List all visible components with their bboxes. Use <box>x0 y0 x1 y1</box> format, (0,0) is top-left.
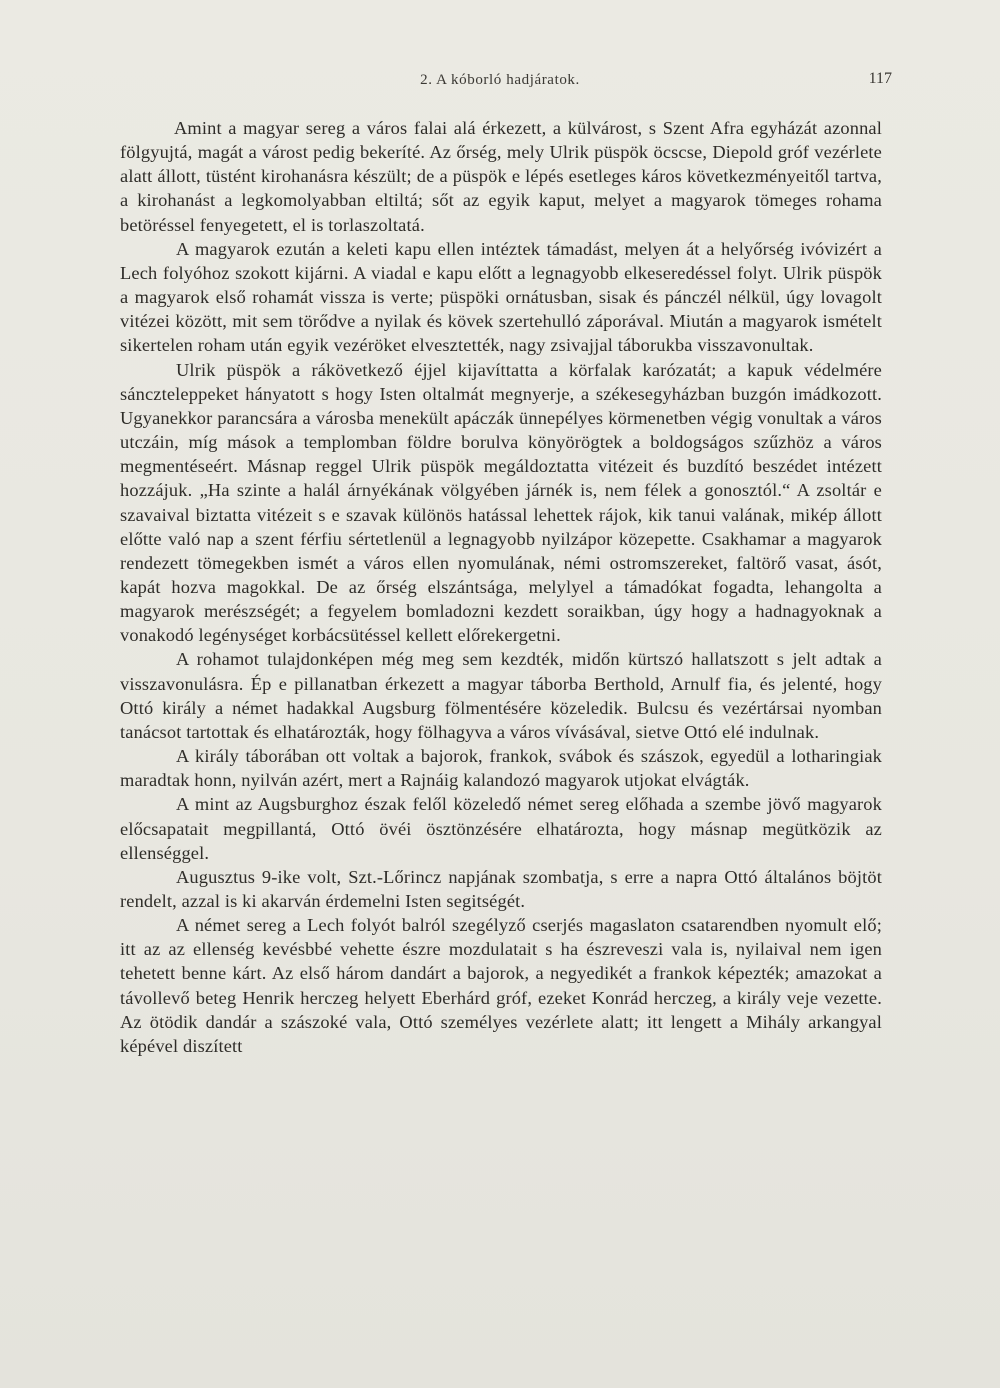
body-text <box>120 116 882 1058</box>
paragraph: Ulrik püspök a rákövetkező éjjel kijavíttatta a körfalak karózatát; a kapuk védelmére sánczteleppeket hányatott s hogy Isten oltalmát megnyerje, a székesegyházban buzgón imádkozott. Ugyanekkor parancsára a városba menekült apáczák ünnepélyes körmenetben végig vonultak a város utczáin, míg mások a templomban földre borulva könyörögtek a boldogságos szűzhöz a város megmentéseért. Másnap reggel Ulrik püspök megáldoztatta vitézeit és buzdító beszédet intézett hozzájuk. „Ha szinte a halál árnyékának völgyében járnék is, nem félek a gonosztól.“ A zsoltár e szavaival biztatta vitézeit s e szavak különös hatással lehettek rájok, kik tanui valának, mikép állott előtte való nap a szent férfiu sértetlenül a legnagyobb nyilzápor közepette. Csakhamar a magyarok rendezett tömegekben ismét a város ellen nyomulának, némi ostromszereket, faltörő vasat, ásót, kapát hozva magokkal. De az őrség elszántsága, melylyel a támadókat fogadta, lehangolta a magyarok merészségét; a fegyelem bomladozni kezdett soraikban, úgy hogy a hadnagyoknak a vonakodó legénységet korbácsütéssel kellett előrekergetni. <box>120 359 882 646</box>
paragraph: A rohamot tulajdonképen még meg sem kezdték, midőn kürtszó hallatszott s jelt adtak a visszavonulásra. Ép e pillanatban érkezett a magyar táborba Berthold, Arnulf fia, és jelenté, hogy Ottó király a német hadakkal Augsburg fölmentésére közeledik. Bulcsu és vezértársai nyomban tanácsot tartottak és elhatározták, hogy fölhagyva a város vívásával, sietve Ottó elé indulnak. <box>120 649 882 742</box>
paragraph: A német sereg a Lech folyót balról szegélyző cserjés magaslaton csatarendben nyomult elő; itt az az ellenség kevésbbé vehette észre mozdulatait s ha észreveszi vala is, nyilaival nem igen tehetett benne kárt. Az első három dandárt a bajorok, a negyedikét a frankok képezték; amazokat a távollevő beteg Henrik herczeg helyett Eberhárd gróf, ezeket Konrád herczeg, a király veje vezette. Az ötödik dandár a szászoké vala, Ottó személyes vezérlete alatt; itt lengett a Mihály arkangyal képével diszített <box>120 915 882 1056</box>
paragraph: A mint az Augsburghoz észak felől közeledő német sereg előhada a szembe jövő magyarok előcsapatait megpillantá, Ottó övéi ösztönzésére elhatározta, hogy másnap megütközik az ellenséggel. <box>120 794 882 863</box>
page-number: 117 <box>868 70 892 87</box>
paragraph: Amint a magyar sereg a város falai alá érkezett, a külvárost, s Szent Afra egyházát azonnal fölgyujtá, magát a várost pedig bekeríté. Az őrség, mely Ulrik püspök öcscse, Diepold gróf vezérlete alatt állott, tüstént kirohanásra készült; de a püspök e lépés esetleges káros következményeitől tartva, a kirohanást a legkomolyabban eltiltá; sőt az egyik kaput, melyet a magyarok tömeges rohama betöréssel fenyegetett, el is torlaszoltatá. <box>120 118 882 235</box>
paragraph: Augusztus 9-ike volt, Szt.-Lőrincz napjának szombatja, s erre a napra Ottó általános böjtöt rendelt, azzal is ki akarván érdemelni Isten segitségét. <box>120 866 882 911</box>
running-head <box>120 70 892 96</box>
paragraph: A magyarok ezután a keleti kapu ellen intéztek támadást, melyen át a helyőrség ivóvizért a Lech folyóhoz szokott kijárni. A viadal e kapu előtt a legnagyobb elkeseredéssel folyt. Ulrik püspök a magyarok első rohamát vissza is verte; püspöki ornátusban, sisak és pánczél nélkül, úgy lovagolt vitézei között, mit sem törődve a nyilak és kövek szertehulló záporával. Miután a magyarok ismételt sikertelen roham után egyik vezéröket elvesztették, nagy zsivajjal táborukba visszavonultak. <box>120 238 882 356</box>
running-title: 2. A kóborló hadjáratok. <box>420 72 580 88</box>
paragraph: A király táborában ott voltak a bajorok, frankok, svábok és szászok, egyedül a lotharingiak maradtak honn, nyilván azért, mert a Rajnáig kalandozó magyarok utjokat elvágták. <box>120 746 882 791</box>
